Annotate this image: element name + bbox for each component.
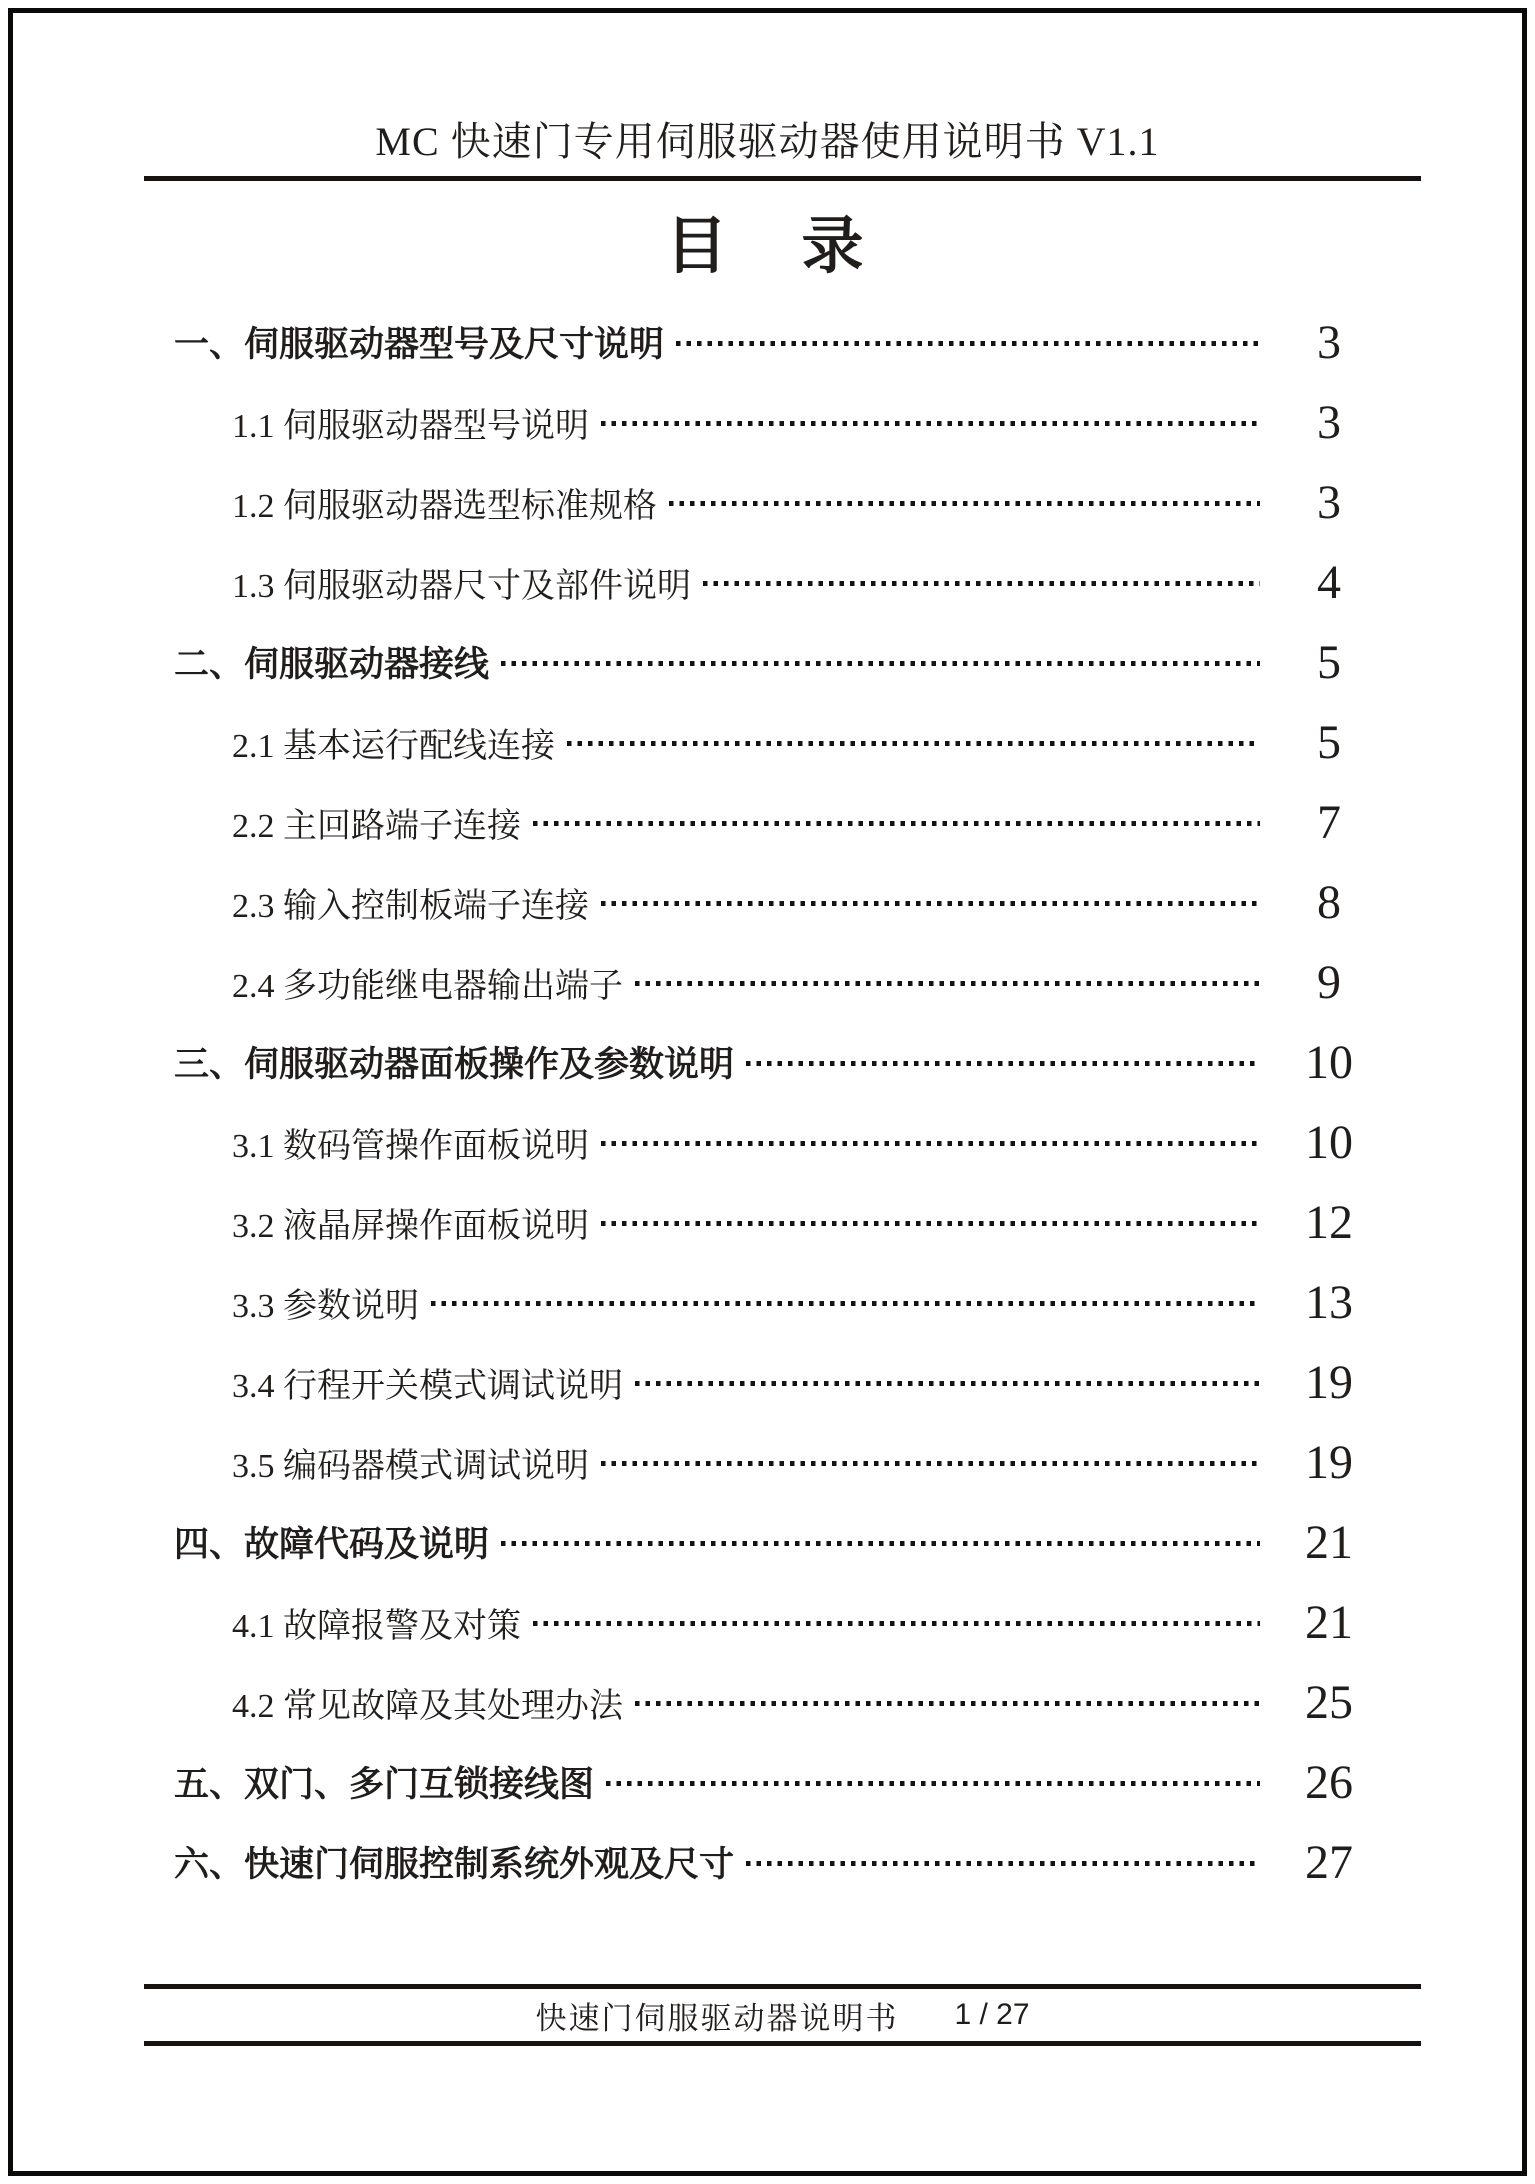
toc-entry-page-number: 9	[1317, 955, 1341, 1009]
toc-entry-page-number: 3	[1317, 315, 1341, 369]
dot-leader	[501, 1541, 1260, 1546]
toc-entry	[144, 1742, 1390, 1822]
toc-entry	[144, 1342, 1390, 1422]
toc-entry-page-number: 5	[1317, 715, 1341, 769]
dot-leader	[533, 1621, 1260, 1626]
toc-entry-page-number: 5	[1317, 635, 1341, 689]
toc-entry-label: 3.4 行程开关模式调试说明	[232, 1367, 623, 1405]
dot-leader	[635, 1701, 1260, 1706]
toc-title: 目 录	[665, 213, 870, 281]
toc-entry-label: 1.2 伺服驱动器选型标准规格	[232, 487, 657, 525]
toc-entry	[144, 862, 1390, 942]
toc-entry-page-number: 19	[1305, 1355, 1353, 1409]
dot-leader	[601, 1221, 1260, 1226]
toc-entry-label: 2.1 基本运行配线连接	[232, 727, 555, 765]
toc-entry	[144, 1502, 1390, 1582]
toc-entry-label: 六、快速门伺服控制系统外观及尺寸	[174, 1845, 735, 1884]
toc-entry-page-number: 13	[1305, 1275, 1353, 1329]
toc-entry	[144, 542, 1390, 622]
toc-entry-label: 4.1 故障报警及对策	[232, 1607, 521, 1645]
header-title: MC 快速门专用伺服驱动器使用说明书 V1.1	[375, 119, 1160, 164]
toc-entry-label: 4.2 常见故障及其处理办法	[232, 1687, 623, 1725]
dot-leader	[669, 501, 1260, 506]
toc-entry	[144, 302, 1390, 382]
toc-entry-label: 2.4 多功能继电器输出端子	[232, 967, 623, 1005]
toc-entry-label: 3.2 液晶屏操作面板说明	[232, 1207, 589, 1245]
toc-entry	[144, 1822, 1390, 1902]
toc-entry-label: 3.3 参数说明	[232, 1287, 419, 1325]
toc-entry-label: 2.3 输入控制板端子连接	[232, 887, 589, 925]
toc-entry-page-number: 19	[1305, 1435, 1353, 1489]
toc-entry-label: 1.3 伺服驱动器尺寸及部件说明	[232, 567, 691, 605]
dot-leader	[703, 581, 1260, 586]
dot-leader	[601, 421, 1260, 426]
toc-entry	[144, 1422, 1390, 1502]
toc-entry	[144, 1102, 1390, 1182]
toc-entry-page-number: 7	[1317, 795, 1341, 849]
toc-entry-page-number: 21	[1305, 1595, 1353, 1649]
toc-entry-label: 二、伺服驱动器接线	[174, 645, 490, 684]
toc-entry	[144, 462, 1390, 542]
dot-leader	[606, 1781, 1260, 1786]
dot-leader	[746, 1061, 1260, 1066]
dot-leader	[635, 981, 1260, 986]
dot-leader	[567, 741, 1260, 746]
dot-leader	[533, 821, 1260, 826]
toc-entry-page-number: 3	[1317, 395, 1341, 449]
toc-entry-label: 一、伺服驱动器型号及尺寸说明	[174, 325, 665, 364]
toc-entry	[144, 622, 1390, 702]
toc-entry-page-number: 10	[1305, 1115, 1353, 1169]
toc-entry-page-number: 25	[1305, 1675, 1353, 1729]
toc-entry	[144, 942, 1390, 1022]
dot-leader	[501, 661, 1260, 666]
toc-entry-label: 五、双门、多门互锁接线图	[174, 1765, 595, 1804]
toc-entry	[144, 1262, 1390, 1342]
toc-entry-page-number: 8	[1317, 875, 1341, 929]
toc-entry-page-number: 4	[1317, 555, 1341, 609]
dot-leader	[746, 1861, 1260, 1866]
toc-entry	[144, 1022, 1390, 1102]
toc-entry	[144, 1582, 1390, 1662]
dot-leader	[601, 1141, 1260, 1146]
toc-entry-label: 四、故障代码及说明	[174, 1525, 490, 1564]
toc-entry-label: 三、伺服驱动器面板操作及参数说明	[174, 1045, 735, 1084]
page-footer	[144, 1984, 1421, 2046]
header-divider	[144, 176, 1421, 181]
toc-entry	[144, 1182, 1390, 1262]
toc-entry-label: 2.2 主回路端子连接	[232, 807, 521, 845]
dot-leader	[676, 341, 1260, 346]
dot-leader	[635, 1381, 1260, 1386]
toc-entry	[144, 1662, 1390, 1742]
footer-page-indicator: 1 / 27	[954, 1998, 1030, 2031]
toc-entry-page-number: 26	[1305, 1755, 1353, 1809]
toc-entry	[144, 782, 1390, 862]
toc-entry-label: 1.1 伺服驱动器型号说明	[232, 407, 589, 445]
toc-entry-page-number: 27	[1305, 1835, 1353, 1889]
toc-entry	[144, 382, 1390, 462]
toc-entry-label: 3.1 数码管操作面板说明	[232, 1127, 589, 1165]
toc-entry-page-number: 10	[1305, 1035, 1353, 1089]
footer-doc-name: 快速门伺服驱动器说明书	[535, 2000, 899, 2036]
toc-entry	[144, 702, 1390, 782]
toc-entry-page-number: 3	[1317, 475, 1341, 529]
dot-leader	[601, 1461, 1260, 1466]
dot-leader	[431, 1301, 1260, 1306]
toc-list	[144, 302, 1390, 1902]
toc-entry-page-number: 12	[1305, 1195, 1353, 1249]
dot-leader	[601, 901, 1260, 906]
toc-entry-page-number: 21	[1305, 1515, 1353, 1569]
toc-entry-label: 3.5 编码器模式调试说明	[232, 1447, 589, 1485]
